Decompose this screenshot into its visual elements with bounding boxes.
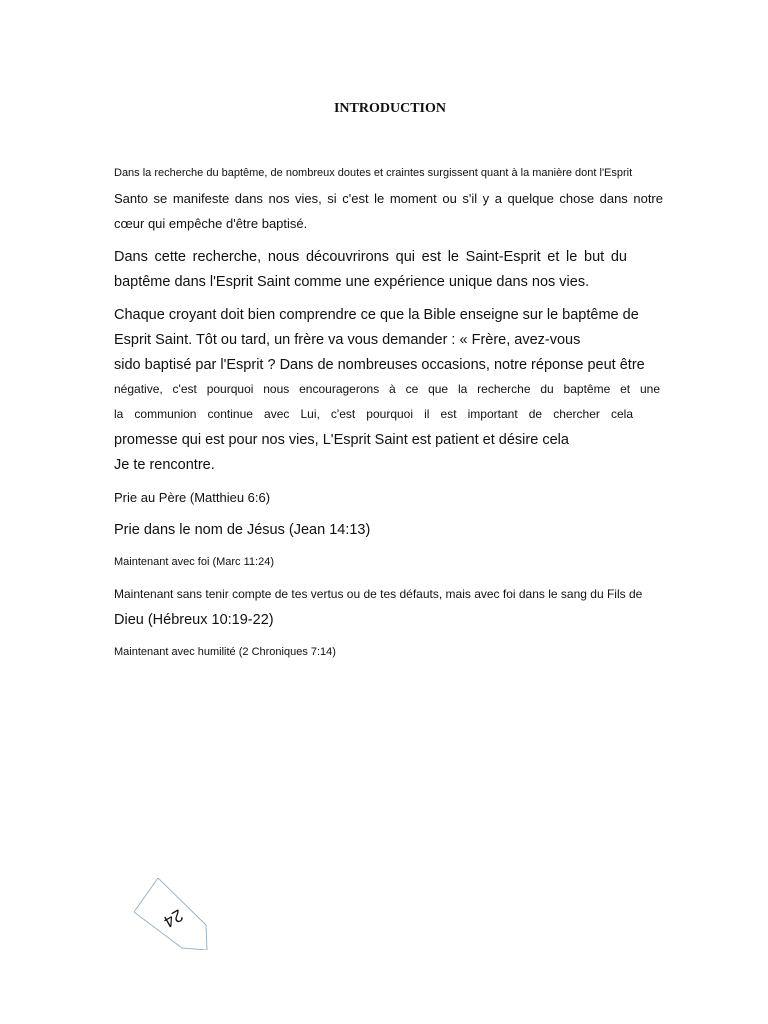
body-line: Maintenant avec foi (Marc 11:24) — [114, 556, 274, 568]
body-line: baptême dans l'Esprit Saint comme une expérience unique dans nos vies. — [114, 274, 590, 290]
body-line: Maintenant avec humilité (2 Chroniques 7:14) — [114, 646, 336, 658]
body-line: Prie dans le nom de Jésus (Jean 14:13) — [114, 522, 371, 538]
body-line: Santo se manifeste dans nos vies, si c'est le moment ou s'il y a quelque chose dans notre — [114, 191, 663, 206]
body-line: promesse qui est pour nos vies, L'Esprit Saint est patient et désire cela — [114, 432, 569, 448]
body-line: Esprit Saint. Tôt ou tard, un frère va vous demander : « Frère, avez-vous — [114, 332, 581, 348]
page-title: INTRODUCTION — [333, 101, 446, 116]
body-line: Chaque croyant doit bien comprendre ce que la Bible enseigne sur le baptême de — [114, 307, 639, 323]
body-line: Maintenant sans tenir compte de tes vertus ou de tes défauts, mais avec foi dans le sang du Fils de — [114, 587, 643, 601]
page-number: 24 — [160, 905, 187, 932]
body-line: négative, c'est pourquoi nous encouragerons à ce que la recherche du baptême et une — [114, 382, 660, 396]
body-line: la communion continue avec Lui, c'est pourquoi il est important de chercher cela — [114, 407, 633, 421]
body-line: Je te rencontre. — [114, 457, 215, 473]
body-line: Dieu (Hébreux 10:19-22) — [114, 612, 274, 628]
body-line: sido baptisé par l'Esprit ? Dans de nombreuses occasions, notre réponse peut être — [114, 357, 645, 373]
body-line: Dans cette recherche, nous découvrirons qui est le Saint-Esprit et le but du — [114, 249, 627, 265]
body-line: Prie au Père (Matthieu 6:6) — [114, 490, 271, 505]
body-line: Dans la recherche du baptême, de nombreux doutes et craintes surgissent quant à la manière dont l'Esprit — [114, 167, 633, 179]
body-line: cœur qui empêche d'être baptisé. — [114, 216, 308, 231]
